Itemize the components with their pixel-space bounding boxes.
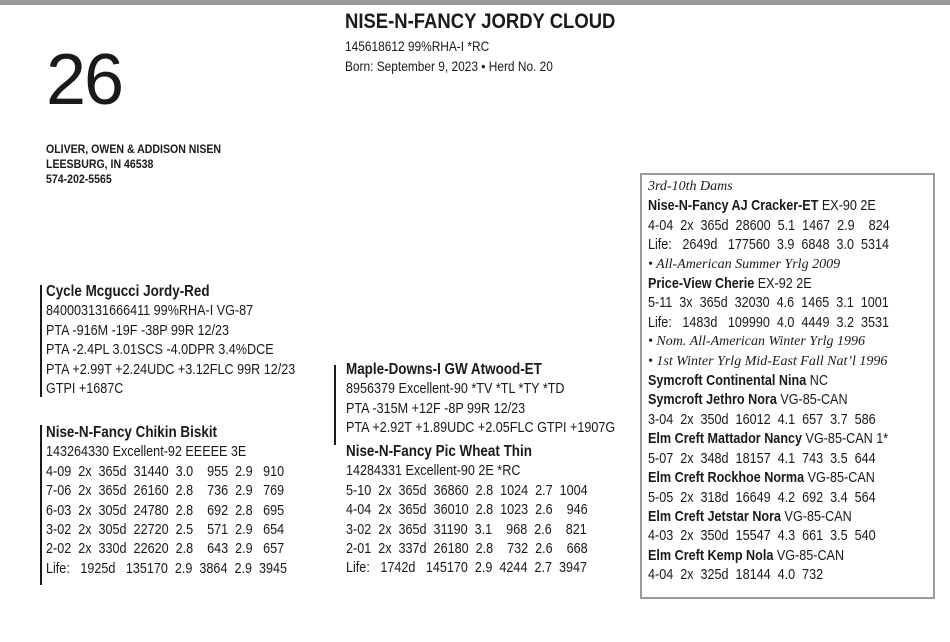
dam-line: 7-06 2x 365d 26160 2.8 736 2.9 769 <box>46 482 285 500</box>
ancestor-classification: VG-85-CAN 1* <box>802 430 889 448</box>
dams-award: • Nom. All-American Winter Yrlg 1996 <box>648 334 865 350</box>
dams-ancestor-name <box>648 429 890 448</box>
dams-ancestor-name <box>648 546 890 565</box>
grandam-line: 4-04 2x 365d 36010 2.8 1023 2.6 946 <box>346 501 588 519</box>
grandam-line: 2-01 2x 337d 26180 2.8 732 2.6 668 <box>346 540 588 558</box>
sire-block <box>46 282 343 398</box>
grandam-line: 5-10 2x 365d 36860 2.8 1024 2.7 1004 <box>346 481 588 499</box>
ancestor-name: Elm Creft Rockhoe Norma <box>648 469 805 487</box>
mgs-name: Maple-Downs-I GW Atwood-ET <box>346 361 542 378</box>
ancestor-classification: VG-85-CAN <box>773 546 845 564</box>
dams-heading: 3rd-10th Dams <box>648 179 733 194</box>
ancestor-name: Price-View Cherie <box>648 275 755 293</box>
sire-line: PTA -2.4PL 3.01SCS -4.0DPR 3.4%DCE <box>46 341 274 359</box>
owner-city: LEESBURG, IN 46538 <box>46 157 154 171</box>
grandam-line: 3-02 2x 365d 31190 3.1 968 2.6 821 <box>346 520 587 538</box>
animal-registration: 145618612 99%RHA-I *RC <box>345 38 490 54</box>
dams-ancestor-name <box>648 468 890 487</box>
grandam-name: Nise-N-Fancy Pic Wheat Thin <box>346 443 532 460</box>
grandam-line: Life: 1742d 145170 2.9 4244 2.7 3947 <box>346 559 588 577</box>
dam-line: 4-09 2x 365d 31440 3.0 955 2.9 910 <box>46 462 285 480</box>
dams-ancestor-name <box>648 274 890 293</box>
animal-name: NISE-N-FANCY JORDY CLOUD <box>345 10 616 33</box>
dams-record: 5-11 3x 365d 32030 4.6 1465 3.1 1001 <box>648 294 889 312</box>
ancestor-classification: EX-90 2E <box>818 197 876 215</box>
ancestor-name: Elm Creft Mattador Nancy <box>648 430 803 448</box>
dams-record: 5-05 2x 318d 16649 4.2 692 3.4 564 <box>648 488 876 506</box>
dams-record: 4-03 2x 350d 15547 4.3 661 3.5 540 <box>648 527 876 545</box>
dam-line: Life: 1925d 135170 2.9 3864 2.9 3945 <box>46 559 288 577</box>
ancestor-classification: VG-85-CAN <box>781 507 852 525</box>
dams-ancestor-name <box>648 196 890 215</box>
dams-award: • All-American Summer Yrlg 2009 <box>648 256 841 272</box>
sire-name: Cycle Mcgucci Jordy-Red <box>46 283 210 300</box>
ancestor-classification: VG-85-CAN <box>804 469 875 487</box>
mgs-details <box>346 379 666 437</box>
dams-record: 4-04 2x 325d 18144 4.0 732 <box>648 566 824 584</box>
ancestor-name: Elm Creft Kemp Nola <box>648 546 774 564</box>
sire-line: PTA +2.99T +2.24UDC +3.12FLC 99R 12/23 <box>46 360 296 378</box>
mgs-line: 8956379 Excellent-90 *TV *TL *TY *TD <box>346 380 565 398</box>
dams-record: Life: 2649d 177560 3.9 6848 3.0 5314 <box>648 236 890 254</box>
mgs-block <box>346 360 666 438</box>
dam-line: 3-02 2x 305d 22720 2.5 571 2.9 654 <box>46 521 285 539</box>
owner-info <box>46 142 221 187</box>
sire-line: PTA -916M -19F -38P 99R 12/23 <box>46 321 230 339</box>
dam-details <box>46 442 333 578</box>
ancestor-classification: NC <box>806 372 828 390</box>
ancestor-name: Symcroft Jethro Nora <box>648 391 777 409</box>
dams-award: • 1st Winter Yrlg Mid-East Fall Nat’l 1996 <box>648 353 888 369</box>
sire-bracket <box>40 285 42 397</box>
mgs-bracket <box>334 365 336 445</box>
owner-phone: 574-202-5565 <box>46 172 112 186</box>
mgs-line: PTA +2.92T +1.89UDC +2.05FLC GTPI +1907G <box>346 419 616 437</box>
owner-names: OLIVER, OWEN & ADDISON NISEN <box>46 142 222 156</box>
dam-block <box>46 423 333 578</box>
dam-name: Nise-N-Fancy Chikin Biskit <box>46 424 218 441</box>
dams-ancestor-name <box>648 371 890 390</box>
ancestor-classification: VG-85-CAN <box>776 391 848 409</box>
animal-born: Born: September 9, 2023 • Herd No. 20 <box>345 58 553 74</box>
dams-ancestor-name <box>648 507 890 526</box>
lot-number: 26 <box>46 40 123 120</box>
dams-record: Life: 1483d 109990 4.0 4449 3.2 3531 <box>648 313 890 331</box>
ancestor-classification: EX-92 2E <box>754 275 812 293</box>
dams-record: 4-04 2x 365d 28600 5.1 1467 2.9 824 <box>648 216 890 234</box>
grandam-line: 14284331 Excellent-90 2E *RC <box>346 462 521 480</box>
dam-line: 143264330 Excellent-92 EEEEE 3E <box>46 443 247 461</box>
sire-line: 840003131666411 99%RHA-I VG-87 <box>46 302 254 320</box>
dam-bracket <box>40 425 42 585</box>
dams-record: 5-07 2x 348d 18157 4.1 743 3.5 644 <box>648 449 876 467</box>
top-rule <box>0 0 950 5</box>
ancestor-name: Symcroft Continental Nina <box>648 372 807 390</box>
ancestor-name: Nise-N-Fancy AJ Cracker-ET <box>648 197 819 215</box>
dam-line: 6-03 2x 305d 24780 2.8 692 2.8 695 <box>46 501 285 519</box>
dams-record: 3-04 2x 350d 16012 4.1 657 3.7 586 <box>648 410 876 428</box>
ancestor-name: Elm Creft Jetstar Nora <box>648 507 782 525</box>
grandam-block <box>346 442 634 578</box>
dam-line: 2-02 2x 330d 22620 2.8 643 2.9 657 <box>46 540 285 558</box>
sire-details <box>46 301 343 398</box>
dams-list <box>648 177 936 585</box>
grandam-details <box>346 461 634 577</box>
mgs-line: PTA -315M +12F -8P 99R 12/23 <box>346 399 526 417</box>
dams-ancestor-name <box>648 390 890 409</box>
sire-line: GTPI +1687C <box>46 380 124 398</box>
